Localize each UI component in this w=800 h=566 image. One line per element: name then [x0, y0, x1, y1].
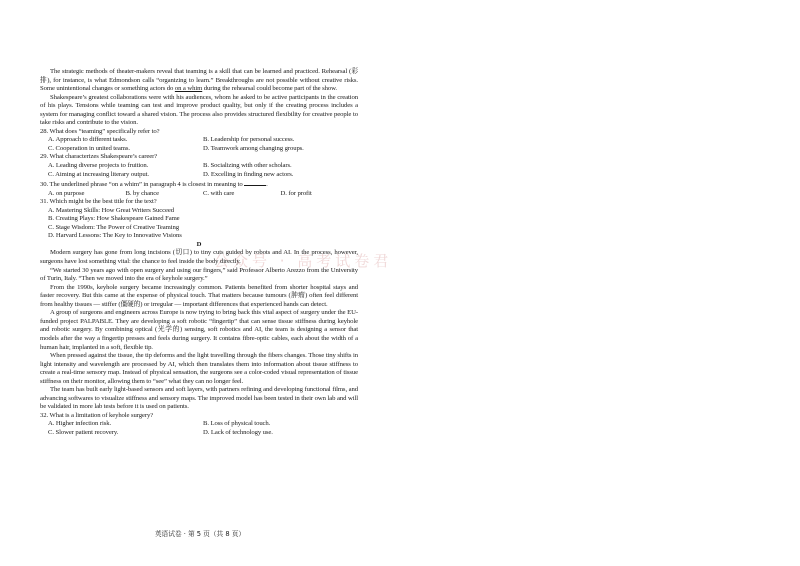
passage-d-paragraph-4: A group of surgeons and engineers across Europe is now trying to bring back this vital aspect of surgery under the EU-funded project PALPABLE. They are developing a soft robotic “fingertip” that can sense tissue stiffness during keyhole and robotic surgery. By combining optical (光学的) sensing, soft robotics and AI, the team is designing a sensor that models after the way a fingertip presses and feels during surgery. It contains fibre-optic cables, each about the width of a human hair, implanted in a soft, flexible tip.: [40, 309, 358, 351]
question-32-stem: 32. What is a limitation of keyhole surgery?: [40, 411, 154, 419]
section-heading-d: D: [196, 240, 202, 248]
passage-d-paragraph-5: When pressed against the tissue, the tip deforms and the light travelling through the fibers changes. Those tiny shifts in light intensity and wavelength are processed by AI, which then translates them into information about tissue stiffness to create a real-time sensory map. Instead of physical sensation, the surgeons see a color-coded visual representation of tissue stiffness on their monitor, allowing them to “see” what they can no longer feel.: [40, 352, 358, 385]
option-d: D. Teamwork among changing groups.: [203, 144, 304, 152]
option-a: A. Mastering Skills: How Great Writers Succeed: [48, 206, 174, 214]
question-29-options: [40, 162, 358, 179]
option-b: B. Socializing with other scholars.: [203, 162, 292, 170]
option-b: B. Loss of physical touch.: [203, 420, 271, 428]
question-32-options: [40, 420, 358, 437]
option-c: C. with care: [203, 189, 235, 197]
text-column: [40, 68, 358, 438]
option-a: A. Leading diverse projects to fruition.: [48, 162, 149, 170]
passage-c-paragraph-2: Shakespeare’s greatest collaborations were with his audiences, whom he asked to be active participants in the creation of his plays. Tensions while teaming can test and improve product quality, but only if the creating process includes a system for managing conflict toward a shared vision. The process also provides structured flexibility for creative people to take risks and contribute to the vision.: [40, 93, 358, 127]
question-28-options: [40, 136, 358, 153]
watermark: 公众号 · 高考试卷君: [214, 252, 393, 270]
question-30-stem: 30. The underlined phrase “on a whim” in paragraph 4 is closest in meaning to .: [40, 181, 268, 189]
option-b: B. Leadership for personal success.: [203, 136, 295, 144]
option-c: C. Aiming at increasing literary output.: [48, 170, 149, 178]
page-footer: 英语试卷 · 第 5 页（共 8 页）: [154, 530, 246, 538]
question-28-stem: 28. What does “teaming” specifically refer to?: [40, 127, 160, 135]
question-30-options: [40, 190, 358, 199]
option-c: C. Cooperation in united teams.: [48, 144, 130, 152]
question-29-stem: 29. What characterizes Shakespeare’s career?: [40, 153, 158, 161]
underlined-phrase: on a whim: [174, 85, 203, 93]
passage-d-paragraph-6: The team has built early light-based sensors and soft layers, with partners refining and developing functional films, and advancing softwares to visualize stiffness and sensory maps. The improved model has been tested in their own lab and will be validated in more lab tests before it is used on patients.: [40, 386, 358, 411]
option-a: A. on purpose: [48, 189, 85, 197]
option-d: D. Excelling in finding new actors.: [203, 170, 294, 178]
passage-d-paragraph-3: From the 1990s, keyhole surgery became increasingly common. Patients benefited from shorter hospital stays and faster recovery. But this came at the expense of physical touch. That matters because tumours (肿瘤) often feel different from healthy tissues — stiffer (僵硬的) or irregular — important differences that experienced hands can detect.: [40, 283, 358, 308]
passage-c-paragraph-1: The strategic methods of theater-makers reveal that teaming is a skill that can be learned and practiced. Rehearsal (彩排), for instance, is what Edmondson calls “organizing to learn.” Breakthroughs are not possible without creative risks. Some unintentional changes or something actors do on a whim during the rehearsal could become part of the show.: [40, 68, 358, 93]
answer-blank: [244, 179, 266, 186]
passage-d-paragraph-2: “We started 30 years ago with open surgery and using our fingers,” said Professor Alberto Arezzo from the University of Turin, Italy. “Then we moved into the era of keyhole surgery.”: [40, 266, 358, 283]
option-d: D. for profit: [280, 189, 312, 197]
option-c: C. Stage Wisdom: The Power of Creative Teaming: [48, 223, 179, 231]
option-b: B. Creating Plays: How Shakespeare Gained Fame: [48, 215, 180, 223]
option-b: B. by chance: [125, 189, 160, 197]
option-d: D. Lack of technology use.: [203, 428, 273, 436]
option-a: A. Higher infection risk.: [48, 420, 112, 428]
question-31-stem: 31. Which might be the best title for the text?: [40, 198, 157, 206]
option-c: C. Slower patient recovery.: [48, 428, 119, 436]
passage-d-paragraph-1: Modern surgery has gone from long incisions (切口) to tiny cuts guided by robots and AI. In the process, however, surgeons have lost something vital: the chance to feel inside the body directly.: [40, 249, 358, 266]
option-d: D. Harvard Lessons: The Key to Innovative Visions: [48, 232, 182, 240]
option-a: A. Approach to different tasks.: [48, 136, 128, 144]
